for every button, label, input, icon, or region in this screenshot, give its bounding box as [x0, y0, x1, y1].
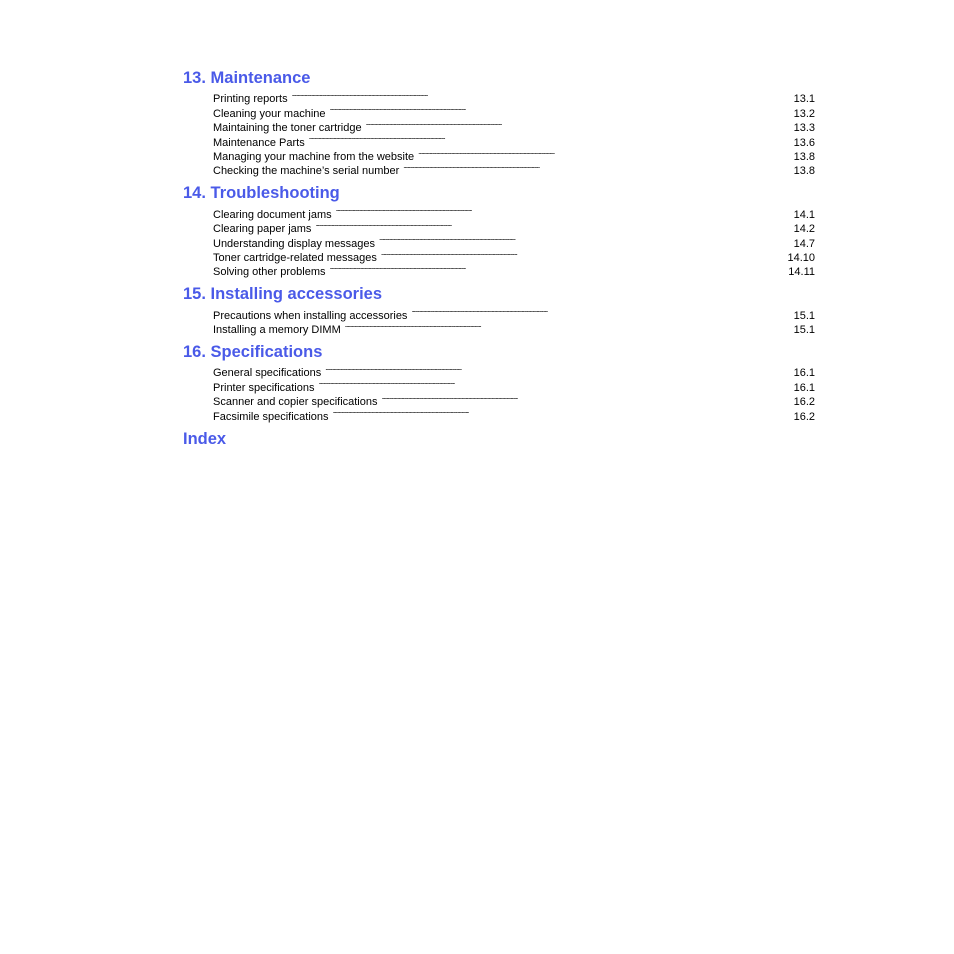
dot-leader [336, 203, 790, 217]
entry-label: Clearing paper jams [213, 223, 312, 236]
chapter-entries [213, 203, 815, 279]
dot-leader [292, 88, 790, 102]
entry-page: 16.2 [793, 396, 815, 409]
entry-page: 15.1 [793, 324, 815, 337]
dot-leader [315, 218, 789, 232]
chapter-entries [213, 304, 815, 337]
entry-label: Precautions when installing accessories [213, 309, 408, 322]
entry-page: 13.3 [793, 122, 815, 135]
dot-leader [366, 117, 790, 131]
toc-entry[interactable] [213, 203, 815, 221]
chapter-title[interactable]: Index [183, 429, 227, 448]
dot-leader [309, 131, 790, 145]
chapter-title[interactable]: 16. Specifications [183, 343, 323, 362]
entry-page: 16.2 [793, 410, 815, 423]
entry-page: 13.2 [793, 107, 815, 120]
entry-label: Printer specifications [213, 381, 315, 394]
toc-entry[interactable] [213, 362, 815, 380]
dot-leader [333, 405, 790, 419]
dot-leader [403, 160, 789, 174]
entry-label: Maintenance Parts [213, 136, 305, 149]
entry-label: Managing your machine from the website [213, 150, 415, 163]
dot-leader [330, 102, 790, 116]
entry-label: Toner cartridge-related messages [213, 251, 377, 264]
dot-leader [345, 319, 790, 333]
entry-label: Cleaning your machine [213, 107, 326, 120]
entry-label: Facsimile specifications [213, 410, 329, 423]
chapter-specifications [183, 342, 815, 429]
entry-page: 14.2 [793, 223, 815, 236]
chapter-index [183, 429, 815, 449]
table-of-contents [183, 68, 815, 449]
entry-page: 14.1 [793, 208, 815, 221]
entry-page: 14.7 [793, 237, 815, 250]
entry-label: Checking the machine’s serial number [213, 165, 400, 178]
entry-page: 14.11 [788, 266, 815, 279]
dot-leader [319, 376, 790, 390]
dot-leader [379, 232, 790, 246]
entry-page: 16.1 [793, 367, 815, 380]
entry-label: Solving other problems [213, 266, 326, 279]
dot-leader [411, 304, 789, 318]
dot-leader [381, 391, 789, 405]
dot-leader [330, 261, 785, 275]
chapter-maintenance [183, 68, 815, 183]
chapter-entries [213, 88, 815, 178]
toc-entry[interactable] [213, 88, 815, 106]
chapter-troubleshooting [183, 183, 815, 284]
entry-label: Scanner and copier specifications [213, 396, 378, 409]
toc-entry[interactable] [213, 304, 815, 322]
entry-label: Maintaining the toner cartridge [213, 122, 362, 135]
entry-label: Installing a memory DIMM [213, 324, 341, 337]
entry-page: 13.1 [793, 93, 815, 106]
chapter-installing-accessories [183, 284, 815, 342]
dot-leader [418, 146, 789, 160]
toc-entry[interactable] [213, 102, 815, 120]
entry-page: 13.8 [793, 165, 815, 178]
entry-page: 14.10 [787, 251, 815, 264]
chapter-title[interactable]: 13. Maintenance [183, 69, 311, 87]
entry-page: 15.1 [793, 309, 815, 322]
dot-leader [325, 362, 789, 376]
chapter-entries [213, 362, 815, 423]
chapter-title[interactable]: 15. Installing accessories [183, 285, 383, 304]
entry-page: 13.8 [793, 150, 815, 163]
entry-label: Printing reports [213, 93, 288, 106]
dot-leader [381, 247, 784, 261]
entry-page: 16.1 [793, 381, 815, 394]
entry-page: 13.6 [793, 136, 815, 149]
chapter-title[interactable]: 14. Troubleshooting [183, 184, 340, 203]
entry-label: General specifications [213, 367, 322, 380]
entry-label: Clearing document jams [213, 208, 332, 221]
entry-label: Understanding display messages [213, 237, 376, 250]
